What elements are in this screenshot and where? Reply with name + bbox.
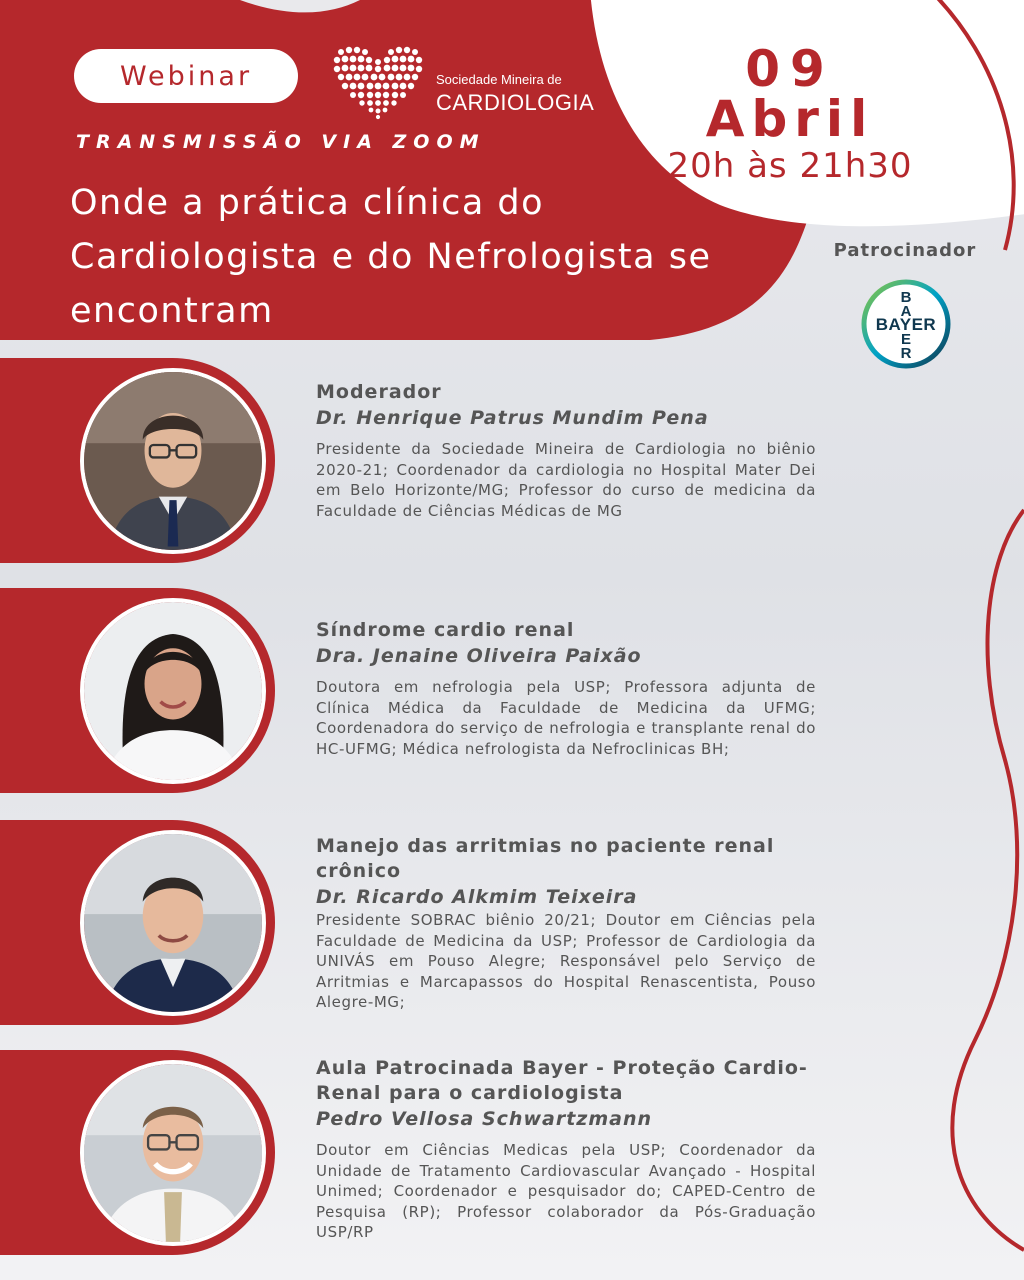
logo-title: CARDIOLOGIA	[436, 90, 595, 115]
svg-text:R: R	[900, 345, 912, 362]
speaker-avatar-icon	[84, 372, 262, 550]
speaker-avatar-icon	[84, 602, 262, 780]
webinar-badge: Webinar	[74, 49, 298, 103]
svg-text:B: B	[900, 289, 912, 306]
transmission-label: TRANSMISSÃO VIA ZOOM	[76, 131, 486, 153]
speaker-info	[316, 834, 816, 1013]
speaker-bio: Presidente SOBRAC biênio 20/21; Doutor em Ciências pela Faculdade de Medicina da USP; Professor de Cardiologia da UNIVÁS em Pouso Alegre; Responsável pelo Serviço de Arritmias e Marcapassos do Hospital Renascentista, Pouso Alegre-MG;	[316, 911, 816, 1011]
speaker-name: Dr. Ricardo Alkmim Teixeira	[316, 886, 638, 908]
speaker-photo	[80, 1060, 266, 1246]
speaker-info	[316, 1056, 816, 1243]
speaker-photo	[80, 598, 266, 784]
speaker-avatar-icon	[84, 1064, 262, 1242]
speaker-bio: Presidente da Sociedade Mineira de Cardiologia no biênio 2020-21; Coordenador da cardiologia no Hospital Mater Dei em Belo Horizonte/MG; Professor do curso de medicina da Faculdade de Ciências Médicas de MG	[316, 440, 816, 520]
speaker-name: Dr. Henrique Patrus Mundim Pena	[316, 407, 709, 429]
speaker-name: Dra. Jenaine Oliveira Paixão	[316, 645, 642, 667]
svg-text:E: E	[900, 331, 912, 348]
speaker-info	[316, 380, 816, 521]
speaker-avatar-icon	[84, 834, 262, 1012]
speaker-photo	[80, 368, 266, 554]
svg-text:BAYER: BAYER	[875, 315, 937, 334]
svg-text:A: A	[900, 303, 912, 320]
speaker-topic: Moderador	[316, 381, 442, 403]
speaker-bio: Doutora em nefrologia pela USP; Professora adjunta de Clínica Médica da Faculdade de Medicina da UFMG; Coordenadora do serviço de nefrologia e transplante renal do HC-UFMG; Médica nefrologista da Nefroclinicas BH;	[316, 678, 816, 758]
speaker-topic: Síndrome cardio renal	[316, 619, 575, 641]
speaker-topic: Aula Patrocinada Bayer - Proteção Cardio-Renal para o cardiologista	[316, 1057, 808, 1104]
event-title: Onde a prática clínica do Cardiologista e do Nefrologista se encontram	[70, 183, 712, 331]
speaker-info	[316, 618, 816, 759]
speaker-topic: Manejo das arritmias no paciente renal crônico	[316, 835, 775, 882]
bayer-logo	[860, 278, 952, 370]
heart-dots-icon	[332, 44, 424, 120]
event-day: 09	[745, 40, 835, 98]
sponsor-label: Patrocinador	[833, 240, 977, 261]
speaker-name: Pedro Vellosa Schwartzmann	[316, 1108, 653, 1130]
event-time: 20h às 21h30	[667, 146, 913, 186]
event-month: Abril	[705, 90, 875, 148]
logo-subtitle: Sociedade Mineira de	[436, 72, 562, 87]
smc-logo	[332, 44, 595, 120]
speaker-bio: Doutor em Ciências Medicas pela USP; Coordenador da Unidade de Tratamento Cardiovascular Avançado - Hospital Unimed; Coordenador e pesquisador do; CAPED-Centro de Pesquisa (RP); Professor colaborador da Pós-Graduação USP/RP	[316, 1141, 816, 1241]
speaker-photo	[80, 830, 266, 1016]
